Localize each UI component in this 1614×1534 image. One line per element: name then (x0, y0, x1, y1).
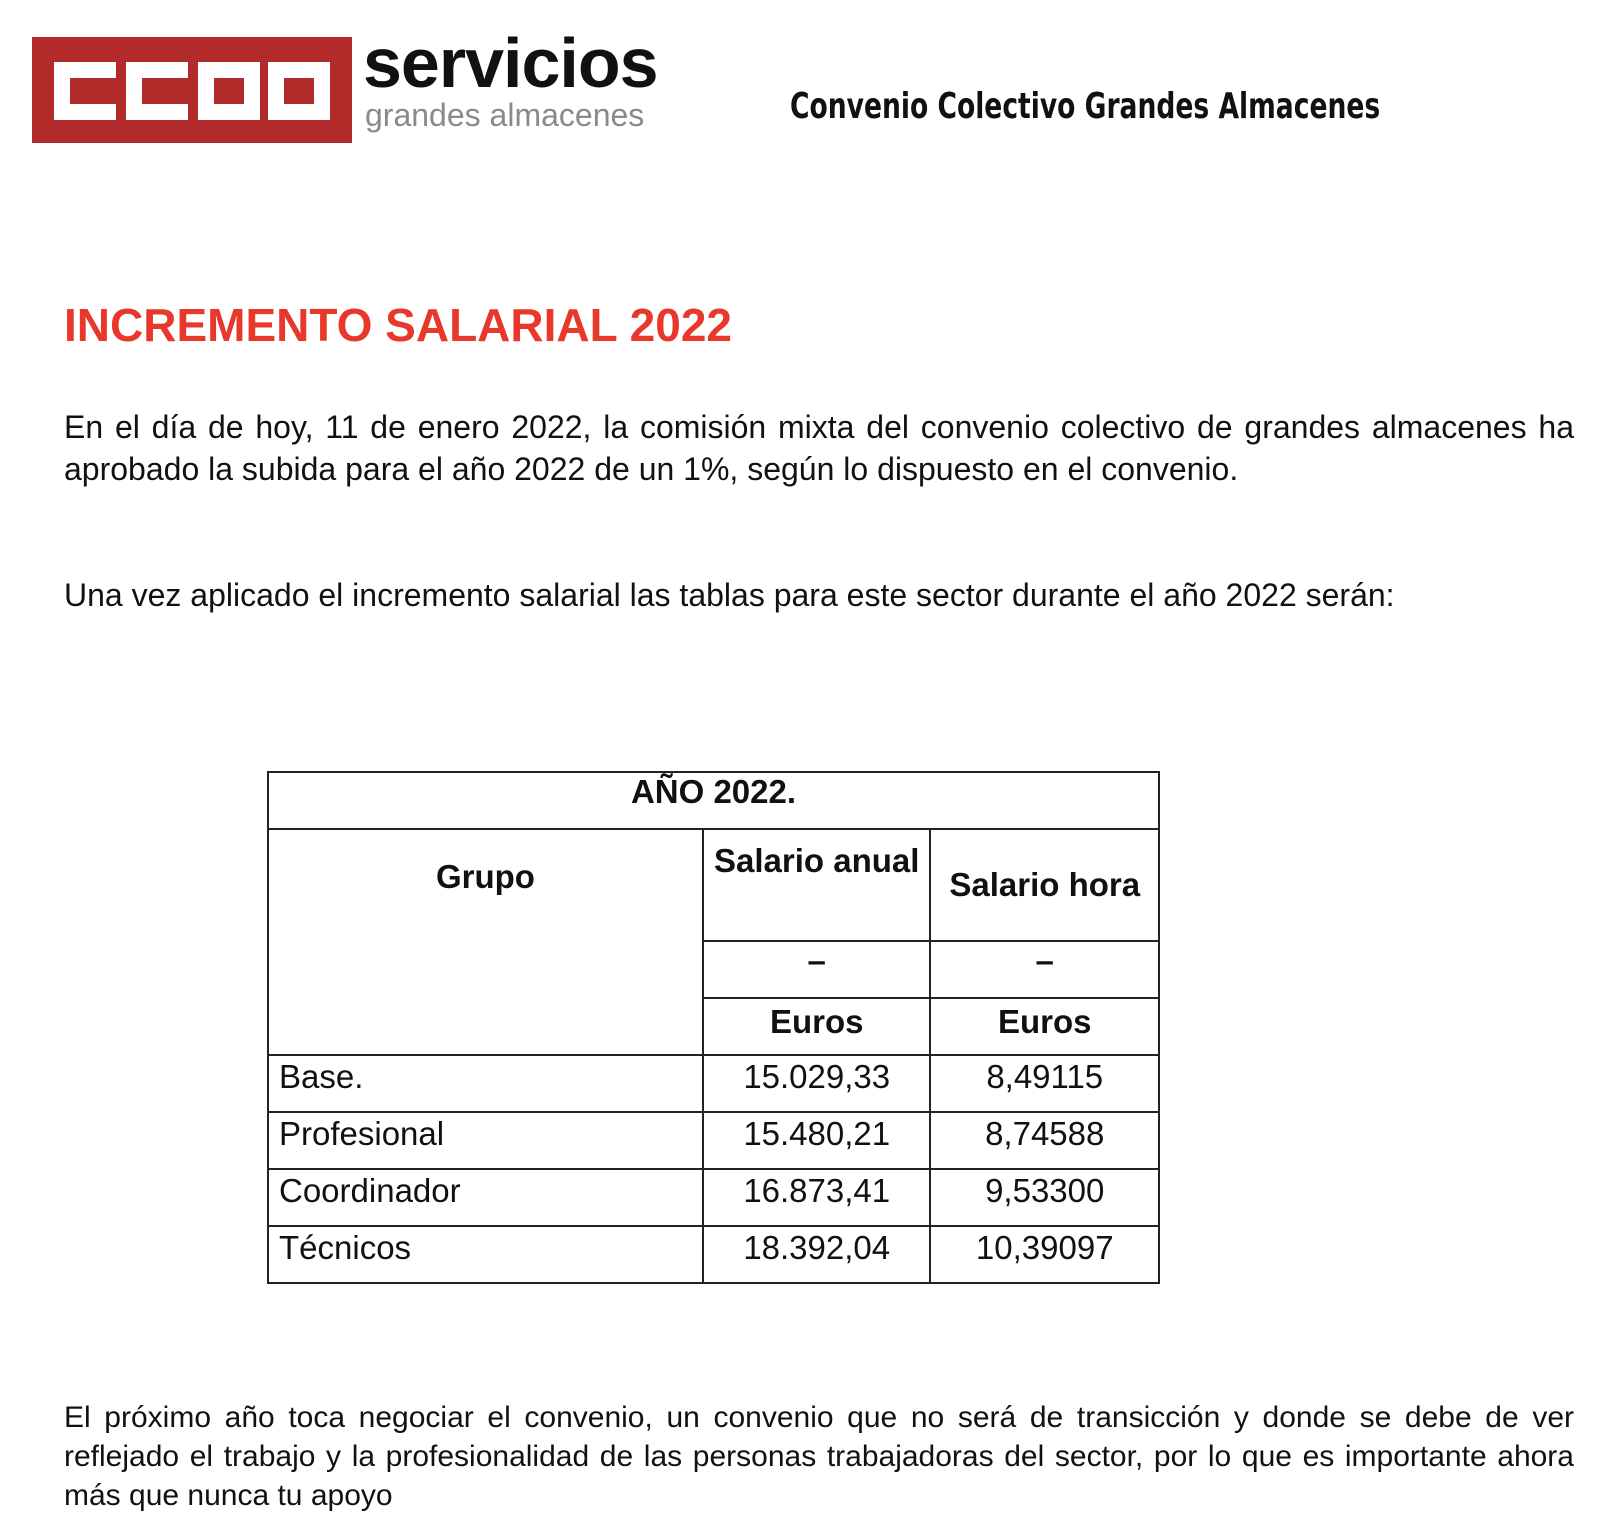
header-grupo: Grupo (268, 829, 703, 1055)
salary-table (267, 771, 1160, 1284)
cell-salario-anual: 16.873,41 (703, 1169, 931, 1226)
cell-salario-hora: 10,39097 (930, 1226, 1159, 1283)
cell-salario-hora: 8,49115 (930, 1055, 1159, 1112)
cell-salario-anual: 15.029,33 (703, 1055, 931, 1112)
cell-grupo: Profesional (268, 1112, 703, 1169)
table-row (268, 1055, 1159, 1112)
ccoo-logo (32, 37, 352, 143)
table-row (268, 1169, 1159, 1226)
header-unit-anual: Euros (703, 998, 931, 1055)
header-title: Convenio Colectivo Grandes Almacenes (790, 86, 1381, 127)
cell-grupo: Coordinador (268, 1169, 703, 1226)
header-dash-anual: – (703, 941, 931, 998)
header-salario-hora: Salario hora (930, 829, 1159, 941)
cell-grupo: Técnicos (268, 1226, 703, 1283)
cell-salario-hora: 8,74588 (930, 1112, 1159, 1169)
document-title: INCREMENTO SALARIAL 2022 (64, 299, 732, 351)
paragraph-intro: En el día de hoy, 11 de enero 2022, la comisión mixta del convenio colectivo de grandes almacenes ha aprobado la subida para el año 2022 de un 1%, según lo dispuesto en el convenio. (64, 409, 1574, 487)
table-caption: AÑO 2022. (268, 772, 1159, 829)
header-salario-anual: Salario anual (703, 829, 931, 941)
header-dash-hora: – (930, 941, 1159, 998)
cell-salario-anual: 18.392,04 (703, 1226, 931, 1283)
brand-name: servicios (363, 24, 658, 102)
table-row (268, 1226, 1159, 1283)
brand-subtitle: grandes almacenes (365, 97, 645, 133)
paragraph-tables-intro: Una vez aplicado el incremento salarial las tablas para este sector durante el año 2022 serán: (64, 577, 1395, 613)
table-row (268, 1112, 1159, 1169)
cell-grupo: Base. (268, 1055, 703, 1112)
header-unit-hora: Euros (930, 998, 1159, 1055)
cell-salario-anual: 15.480,21 (703, 1112, 931, 1169)
paragraph-closing: El próximo año toca negociar el convenio, un convenio que no será de transicción y donde se debe de ver reflejado el trabajo y la profesionalidad de las personas trabajadoras del sector, por lo que es importante ahora más que nunca tu apoyo (64, 1401, 1574, 1512)
ccoo-logo-mark (54, 62, 330, 120)
cell-salario-hora: 9,53300 (930, 1169, 1159, 1226)
